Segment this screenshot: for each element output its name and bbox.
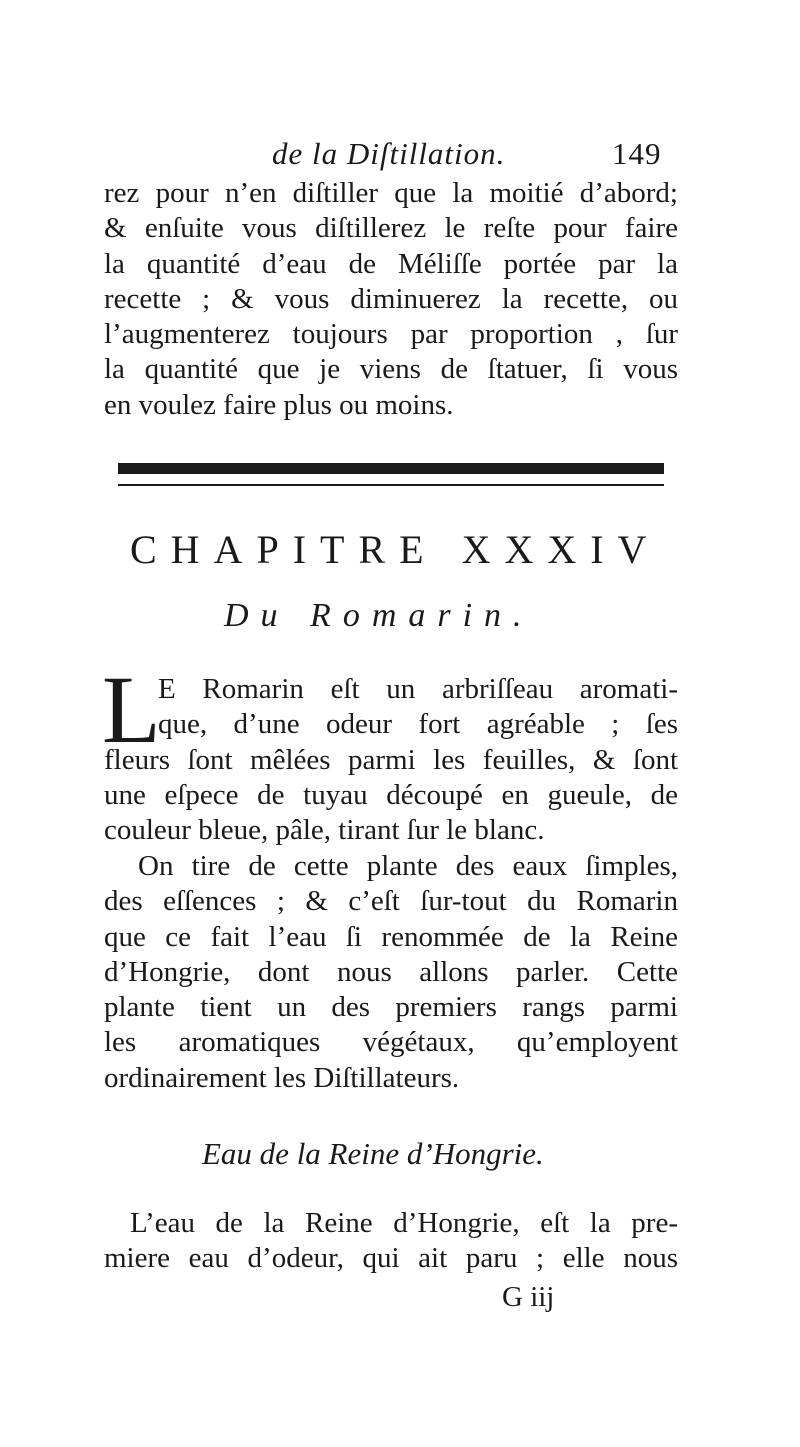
- text-line: L’eau de la Reine d’Hongrie, eſt la pre-: [130, 1207, 678, 1239]
- text-line: E Romarin eſt un arbriſſeau aromati-: [158, 673, 678, 705]
- text-line: rez pour n’en diſtiller que la moitié d’abord;: [104, 177, 678, 209]
- chapter-title: CHAPITRE XXXIV: [130, 527, 661, 572]
- text-line: en voulez faire plus ou moins.: [104, 388, 454, 421]
- signature-mark: G iij: [502, 1281, 555, 1313]
- text-line: des eſſences ; & c’eſt ſur-tout du Romarin: [104, 885, 678, 918]
- ornamental-rule-thin: [118, 484, 664, 486]
- text-line: plante tient un des premiers rangs parmi: [104, 991, 678, 1024]
- ornamental-rule-thick: [118, 463, 664, 474]
- text-line: recette ; & vous diminuerez la recette, ou: [104, 282, 678, 315]
- continuation-paragraph: [104, 176, 678, 423]
- text-line: On tire de cette plante des eaux ſimples,: [138, 850, 678, 882]
- drop-cap: L: [102, 656, 161, 763]
- page-number: 149: [612, 136, 662, 171]
- text-line: que ce fait l’eau ſi renommée de la Reine: [104, 920, 678, 953]
- paragraph-3: [104, 1206, 678, 1277]
- text-line: l’augmenterez toujours par proportion , ſur: [104, 318, 678, 351]
- text-line: miere eau d’odeur, qui ait paru ; elle nous: [104, 1242, 678, 1275]
- running-head: [0, 136, 800, 176]
- text-line: ordinairement les Diſtillateurs.: [104, 1061, 460, 1094]
- text-line: que, d’une odeur fort agréable ; ſes: [158, 708, 678, 741]
- text-line: les aromatiques végétaux, qu’employent: [104, 1026, 678, 1059]
- text-line: d’Hongrie, dont nous allons parler. Cette: [104, 955, 678, 988]
- running-head-title: de la Diſtillation.: [272, 136, 506, 171]
- paragraph-1-indented: [158, 672, 678, 743]
- text-line: couleur bleue, pâle, tirant ſur le blanc.: [104, 814, 545, 847]
- paragraph-1: [104, 743, 678, 849]
- text-line: fleurs ſont mêlées parmi les feuilles, & ſont: [104, 743, 678, 776]
- text-line: la quantité d’eau de Méliſſe portée par la: [104, 247, 678, 280]
- text-line: une eſpece de tuyau découpé en gueule, de: [104, 778, 678, 811]
- paragraph-2: [104, 849, 678, 1096]
- text-line: & enſuite vous diſtillerez le reſte pour faire: [104, 212, 678, 245]
- chapter-subtitle: Du Romarin.: [224, 597, 534, 634]
- section-heading: Eau de la Reine d’Hongrie.: [202, 1136, 544, 1171]
- text-line: la quantité que je viens de ſtatuer, ſi vous: [104, 353, 678, 386]
